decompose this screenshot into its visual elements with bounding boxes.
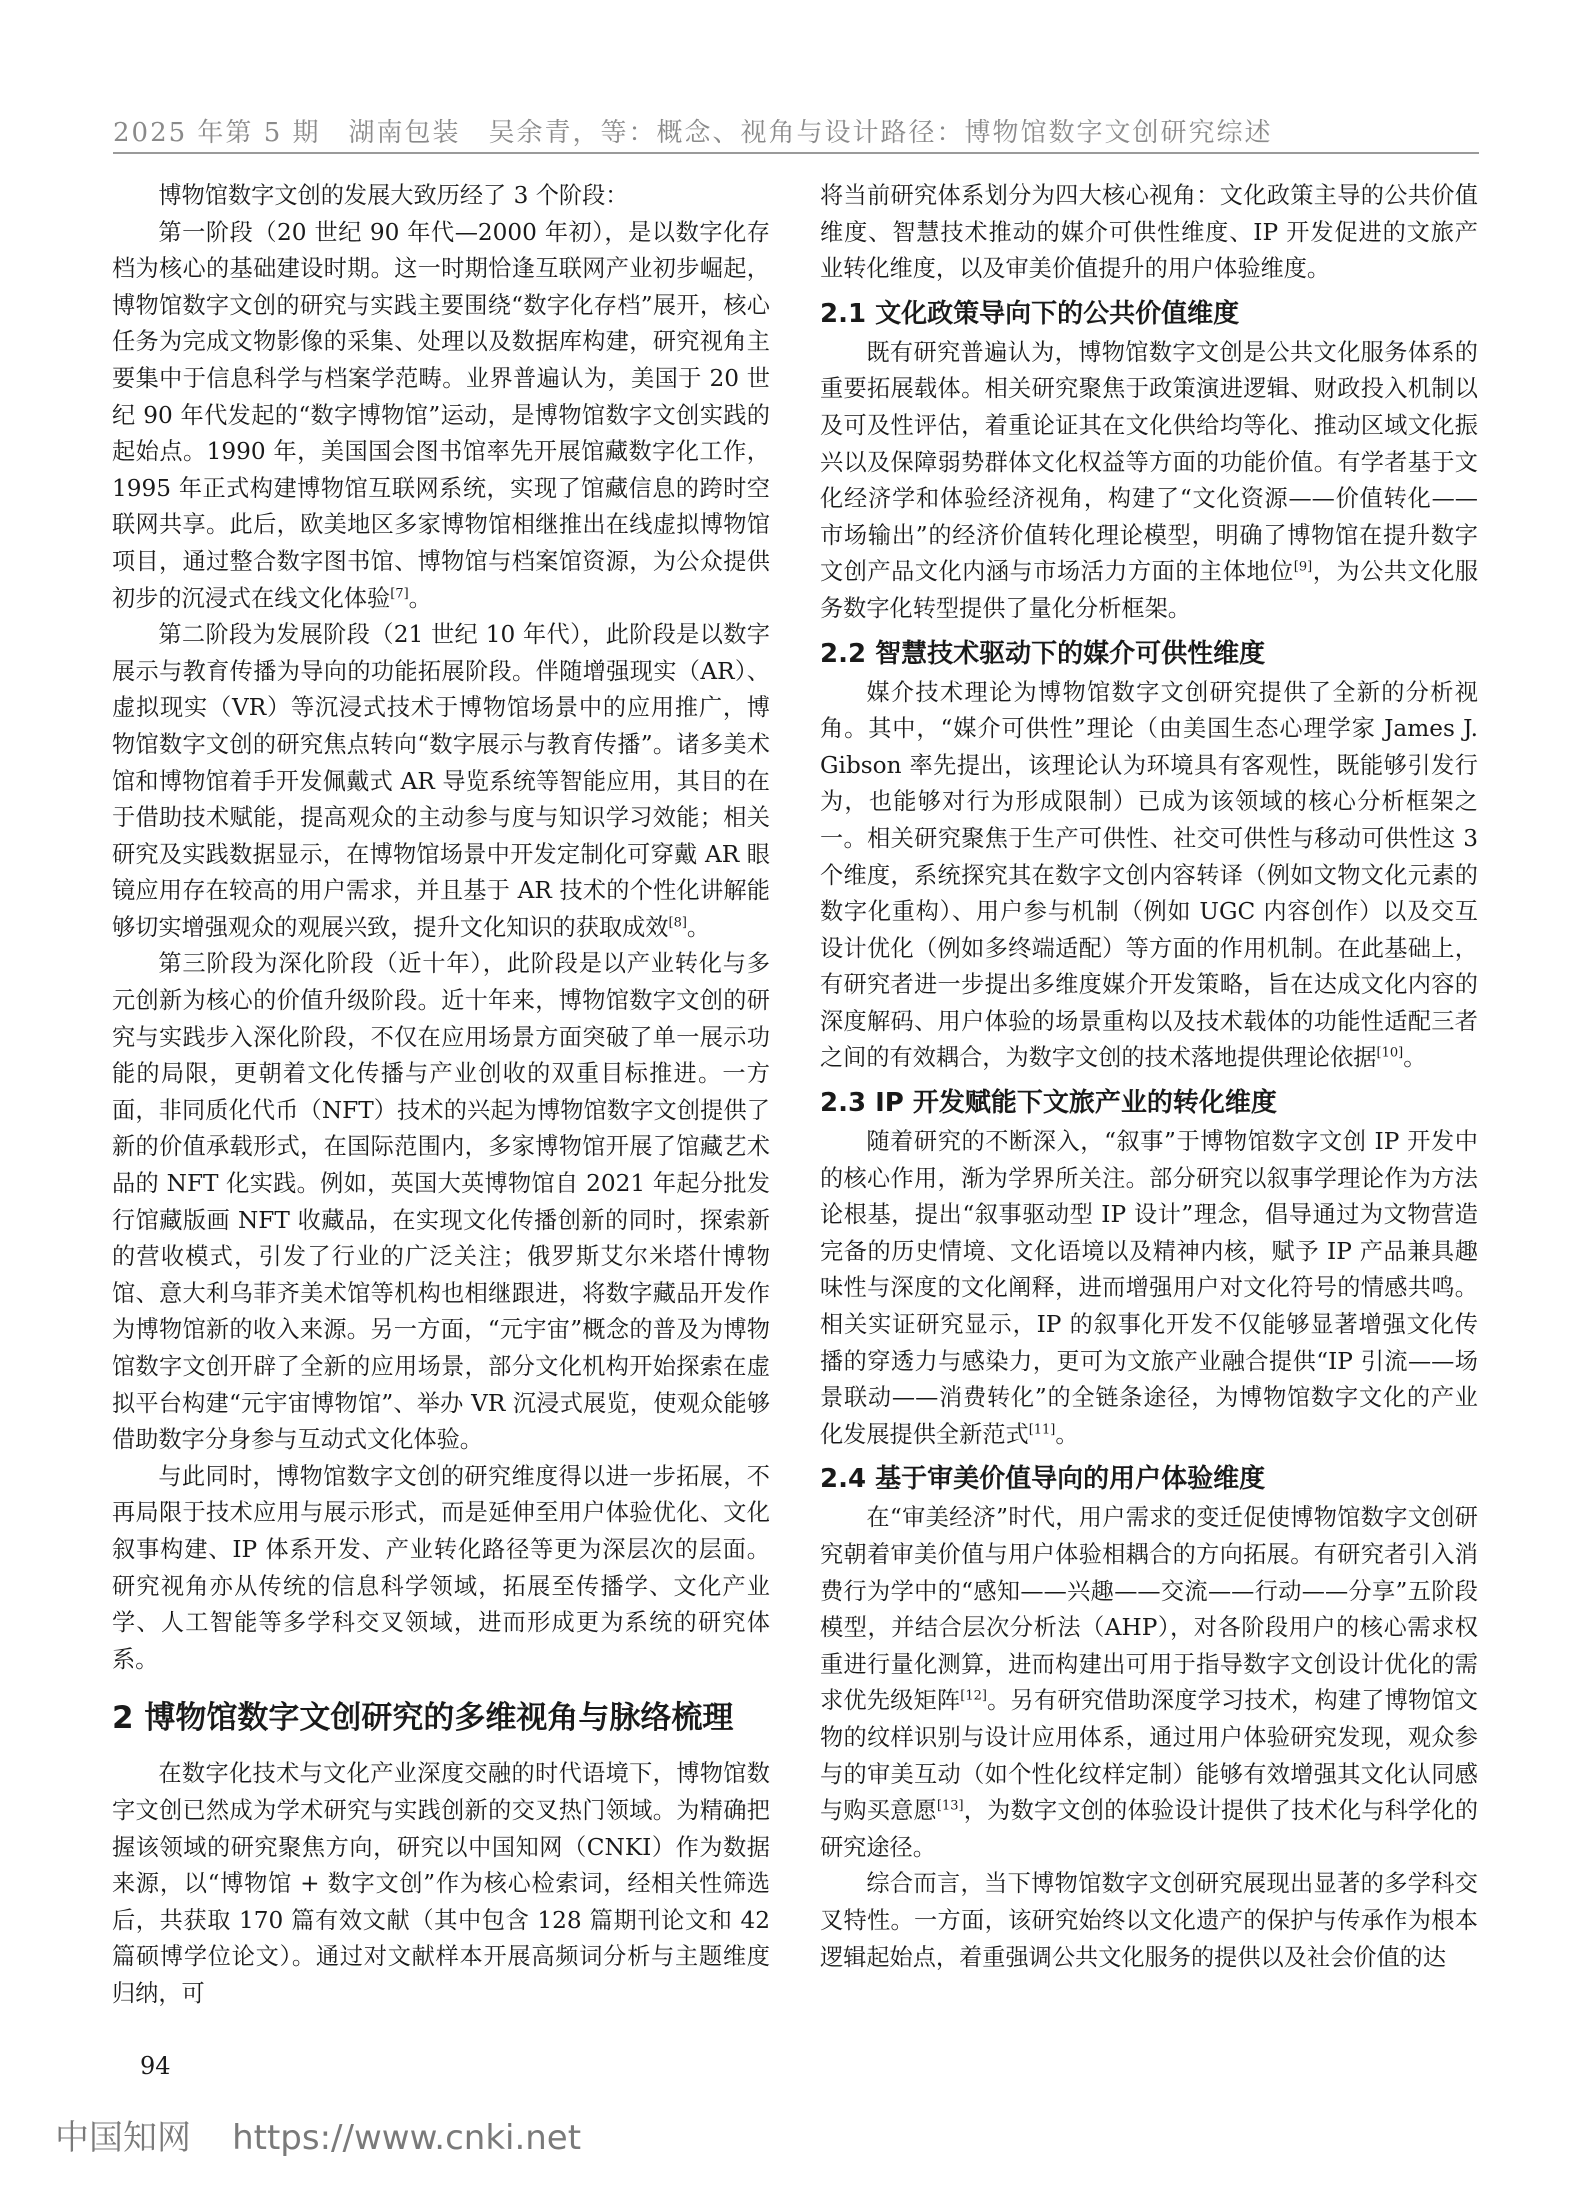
- right-column: [820, 178, 1478, 1976]
- paragraph-text: 。: [686, 913, 711, 941]
- citation-marker[interactable]: [9]: [1293, 559, 1313, 575]
- body-paragraph: [112, 1756, 770, 2012]
- paragraph-text: 随着研究的不断深入，“叙事”于博物馆数字文创 IP 开发中的核心作用，渐为学界所关注。部分研究以叙事学理论作为方法论根基，提出“叙事驱动型 IP 设计”理念，倡导通过为文物营造完备的历史情境、文化语境以及精神内核，赋予 IP 产品兼具趣味性与深度的文化阐释，进而增强用户对文化符号的情感共鸣。相关实证研究显示，IP 的叙事化开发不仅能够显著增强文化传播的穿透力与感染力，更可为文旅产业融合提供“IP 引流——场景联动——消费转化”的全链条途径，为博物馆数字文化的产业化发展提供全新范式: [820, 1128, 1478, 1448]
- paragraph-text: ，为数字文创的体验设计提供了技术化与科学化的研究途径。: [820, 1797, 1479, 1861]
- paragraph-text: 将当前研究体系划分为四大核心视角：文化政策主导的公共价值维度、智慧技术推动的媒介可供性维度、IP 开发促进的文旅产业转化维度，以及审美价值提升的用户体验维度。: [820, 182, 1478, 283]
- page-number: 94: [140, 2052, 171, 2080]
- paragraph-text: 既有研究普遍认为，博物馆数字文创是公共文化服务体系的重要拓展载体。相关研究聚焦于政策演进逻辑、财政投入机制以及可及性评估，着重论证其在文化供给均等化、推动区域文化振兴以及保障弱势群体文化权益等方面的功能价值。有学者基于文化经济学和体验经济视角，构建了“文化资源——价值转化——市场输出”的经济价值转化理论模型，明确了博物馆在提升数字文创产品文化内涵与市场活力方面的主体地位: [820, 338, 1478, 586]
- citation-marker[interactable]: [7]: [390, 585, 409, 601]
- footer-url-link[interactable]: https://www.cnki.net: [232, 2118, 582, 2158]
- body-paragraph: [820, 335, 1478, 628]
- body-paragraph: [112, 178, 770, 215]
- paragraph-text: 与此同时，博物馆数字文创的研究维度得以进一步拓展，不再局限于技术应用与展示形式，而是延伸至用户体验优化、文化叙事构建、IP 体系开发、产业转化路径等更为深层次的层面。研究视角亦从传统的信息科学领域，拓展至传播学、文化产业学、人工智能等多学科交叉领域，进而形成更为系统的研究体系。: [112, 1462, 770, 1673]
- paragraph-text: 。: [408, 584, 432, 612]
- paragraph-text: 。另有研究借助深度学习技术，构建了博物馆文物的纹样识别与设计应用体系，通过用户体验研究发现，观众参与的审美互动（如个性化纹样定制）能够有效增强其文化认同感与购买意愿: [820, 1687, 1479, 1825]
- body-paragraph: [820, 1500, 1478, 1866]
- footer: [55, 2110, 581, 2159]
- paragraph-text: 第一阶段（20 世纪 90 年代—2000 年初），是以数字化存档为核心的基础建设时期。这一时期恰逢互联网产业初步崛起，博物馆数字文创的研究与实践主要围绕“数字化存档”展开，核心任务为完成文物影像的采集、处理以及数据库构建，研究视角主要集中于信息科学与档案学范畴。业界普遍认为，美国于 20 世纪 90 年代发起的“数字博物馆”运动，是博物馆数字文创实践的起始点。1990 年，美国国会图书馆率先开展馆藏数字化工作，1995 年正式构建博物馆互联网系统，实现了馆藏信息的跨时空联网共享。此后，欧美地区多家博物馆相继推出在线虚拟博物馆项目，通过整合数字图书馆、博物馆与档案馆资源，为公众提供初步的沉浸式在线文化体验: [112, 218, 770, 612]
- paragraph-text: 在“审美经济”时代，用户需求的变迁促使博物馆数字文创研究朝着审美价值与用户体验相耦合的方向拓展。有研究者引入消费行为学中的“感知——兴趣——交流——行动——分享”五阶段模型，并结合层次分析法（AHP），对各阶段用户的核心需求权重进行量化测算，进而构建出可用于指导数字文创设计优化的需求优先级矩阵: [820, 1504, 1478, 1715]
- subsection-heading: 2.1 文化政策导向下的公共价值维度: [820, 298, 1240, 329]
- body-paragraph: [112, 1459, 770, 1679]
- paragraph-text: 博物馆数字文创的发展大致历经了 3 个阶段：: [158, 182, 629, 209]
- body-paragraph: [820, 1124, 1478, 1453]
- body-paragraph: [112, 946, 770, 1458]
- paragraph-text: 。: [1055, 1420, 1079, 1448]
- citation-marker[interactable]: [10]: [1376, 1045, 1404, 1061]
- paragraph-text: 。: [1403, 1044, 1427, 1072]
- paragraph-text: 媒介技术理论为博物馆数字文创研究提供了全新的分析视角。其中，“媒介可供性”理论（由美国生态心理学家 James J. Gibson 率先提出，该理论认为环境具有客观性，既能够引发行为，也能够对行为形成限制）已成为该领域的核心分析框架之一。相关研究聚焦于生产可供性、社交可供性与移动可供性这 3 个维度，系统探究其在数字文创内容转译（例如文物文化元素的数字化重构）、用户参与机制（例如 UGC 内容创作）以及交互设计优化（例如多终端适配）等方面的作用机制。在此基础上，有研究者进一步提出多维度媒介开发策略，旨在达成文化内容的深度解码、用户体验的场景重构以及技术载体的功能性适配三者之间的有效耦合，为数字文创的技术落地提供理论依据: [820, 678, 1478, 1072]
- body-paragraph: [112, 215, 770, 618]
- subsection-heading: 2.3 IP 开发赋能下文旅产业的转化维度: [820, 1088, 1277, 1119]
- paragraph-text: 综合而言，当下博物馆数字文创研究展现出显著的多学科交叉特性。一方面，该研究始终以文化遗产的保护与传承作为根本逻辑起始点，着重强调公共文化服务的提供以及社会价值的达: [820, 1870, 1478, 1971]
- body-paragraph: [820, 1866, 1478, 1976]
- footer-site-name[interactable]: 中国知网: [55, 2118, 191, 2158]
- body-paragraph: [112, 617, 770, 946]
- body-paragraph: [820, 675, 1478, 1078]
- citation-marker[interactable]: [13]: [936, 1798, 964, 1814]
- paragraph-text: 第三阶段为深化阶段（近十年），此阶段是以产业转化与多元创新为核心的价值升级阶段。近十年来，博物馆数字文创的研究与实践步入深化阶段，不仅在应用场景方面突破了单一展示功能的局限，更朝着文化传播与产业创收的双重目标推进。一方面，非同质化代币（NFT）技术的兴起为博物馆数字文创提供了新的价值承载形式，在国际范围内，多家博物馆开展了馆藏艺术品的 NFT 化实践。例如，英国大英博物馆自 2021 年起分批发行馆藏版画 NFT 收藏品，在实现文化传播创新的同时，探索新的营收模式，引发了行业的广泛关注；俄罗斯艾尔米塔什博物馆、意大利乌菲齐美术馆等机构也相继跟进，将数字藏品开发作为博物馆新的收入来源。另一方面，“元宇宙”概念的普及为博物馆数字文创开辟了全新的应用场景，部分文化机构开始探索在虚拟平台构建“元宇宙博物馆”、举办 VR 沉浸式展览，使观众能够借助数字分身参与互动式文化体验。: [112, 950, 770, 1454]
- left-column: [112, 178, 770, 2013]
- body-paragraph: [820, 178, 1478, 288]
- paragraph-text: 第二阶段为发展阶段（21 世纪 10 年代），此阶段是以数字展示与教育传播为导向的功能拓展阶段。伴随增强现实（AR）、虚拟现实（VR）等沉浸式技术于博物馆场景中的应用推广，博物馆数字文创的研究焦点转向“数字展示与教育传播”。诸多美术馆和博物馆着手开发佩戴式 AR 导览系统等智能应用，其目的在于借助技术赋能，提高观众的主动参与度与知识学习效能；相关研究及实践数据显示，在博物馆场景中开发定制化可穿戴 AR 眼镜应用存在较高的用户需求，并且基于 AR 技术的个性化讲解能够切实增强观众的观展兴致，提升文化知识的获取成效: [112, 621, 770, 941]
- section-heading: 2 博物馆数字文创研究的多维视角与脉络梳理: [112, 1700, 734, 1737]
- citation-marker[interactable]: [11]: [1028, 1422, 1056, 1438]
- paragraph-text: 在数字化技术与文化产业深度交融的时代语境下，博物馆数字文创已然成为学术研究与实践创新的交叉热门领域。为精确把握该领域的研究聚焦方向，研究以中国知网（CNKI）作为数据来源，以“博物馆 + 数字文创”作为核心检索词，经相关性筛选后，共获取 170 篇有效文献（其中包含 128 篇期刊论文和 42 篇硕博学位论文）。通过对文献样本开展高频词分析与主题维度归纳，可: [112, 1760, 770, 2007]
- subsection-heading: 2.4 基于审美价值导向的用户体验维度: [820, 1464, 1266, 1495]
- citation-marker[interactable]: [12]: [960, 1688, 987, 1704]
- subsection-heading: 2.2 智慧技术驱动下的媒介可供性维度: [820, 638, 1266, 669]
- running-head: 2025 年第 5 期 湖南包装 吴余青，等：概念、视角与设计路径：博物馆数字文创研究综述: [113, 118, 1273, 148]
- citation-marker[interactable]: [8]: [668, 915, 687, 931]
- paragraph-text: ，为公共文化服务数字化转型提供了量化分析框架。: [820, 558, 1479, 622]
- header-rule: [113, 152, 1479, 154]
